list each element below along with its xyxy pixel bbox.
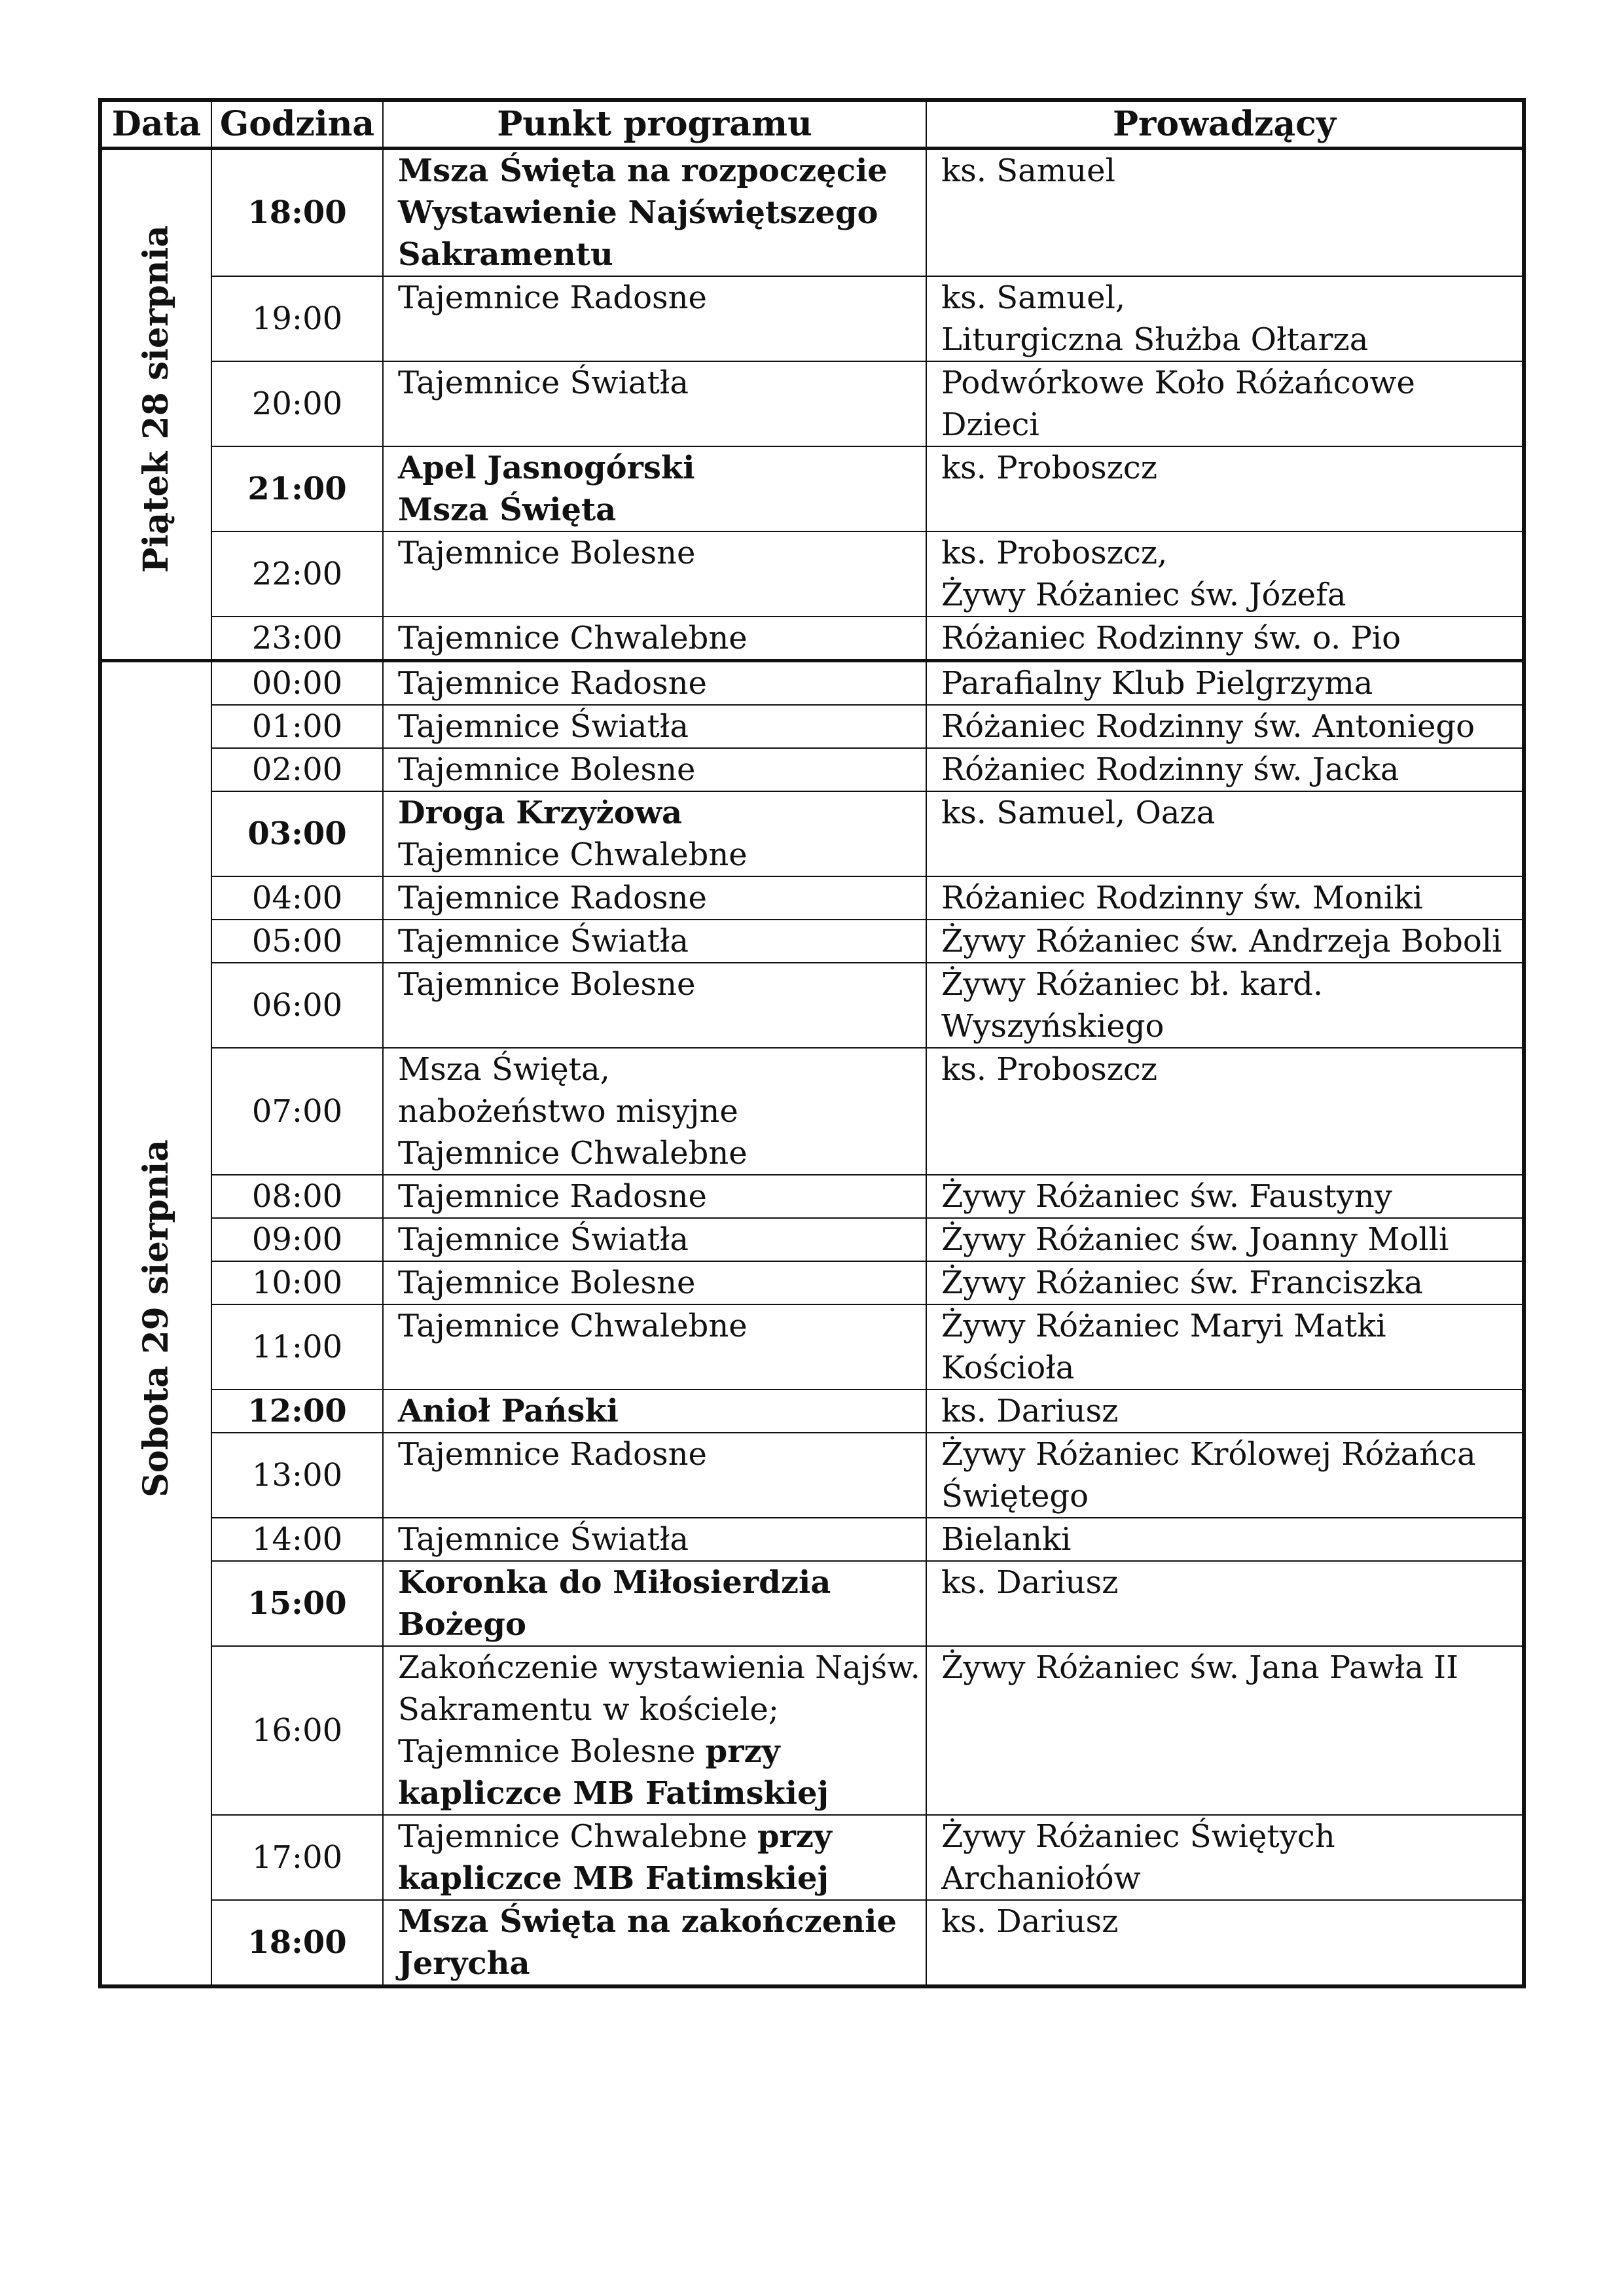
table-row xyxy=(100,1561,1524,1646)
leader-line: Wyszyńskiego xyxy=(941,1008,1164,1045)
table-row xyxy=(100,705,1524,748)
leader-line: Bielanki xyxy=(941,1521,1072,1558)
program-text: Tajemnice Chwalebne xyxy=(398,836,748,873)
table-row xyxy=(100,963,1524,1048)
time-cell: 14:00 xyxy=(211,1518,383,1561)
day-label-cell xyxy=(100,149,211,661)
time-cell: 18:00 xyxy=(211,149,383,277)
leader-line: ks. Dariusz xyxy=(941,1564,1119,1601)
leader-cell xyxy=(926,617,1524,661)
program-text: Tajemnice Radosne xyxy=(398,665,707,702)
time-cell: 06:00 xyxy=(211,963,383,1048)
program-line xyxy=(398,749,920,791)
program-text: przy xyxy=(705,1733,780,1770)
program-line xyxy=(398,1604,920,1645)
leader-cell xyxy=(926,1561,1524,1646)
program-text: Sakramentu w kościele; xyxy=(398,1691,779,1728)
table-row xyxy=(100,791,1524,876)
program-cell xyxy=(383,1518,926,1561)
table-row xyxy=(100,1390,1524,1433)
program-cell xyxy=(383,617,926,661)
time-cell: 12:00 xyxy=(211,1390,383,1433)
program-line xyxy=(398,192,920,234)
program-cell xyxy=(383,1048,926,1175)
program-text: Zakończenie wystawienia Najśw. xyxy=(398,1649,920,1686)
program-line xyxy=(398,447,920,489)
program-line xyxy=(398,963,920,1005)
program-cell xyxy=(383,276,926,361)
time-cell: 22:00 xyxy=(211,531,383,617)
leader-line: Świętego xyxy=(941,1478,1089,1515)
program-text: Jerycha xyxy=(398,1945,530,1982)
table-row xyxy=(100,1646,1524,1815)
program-text: kapliczce MB Fatimskiej xyxy=(398,1860,829,1897)
program-text: Tajemnice Bolesne xyxy=(398,1265,696,1301)
leader-cell xyxy=(926,1518,1524,1561)
program-cell xyxy=(383,748,926,791)
table-row xyxy=(100,361,1524,446)
program-line xyxy=(398,1049,920,1090)
program-text: Droga Krzyżowa xyxy=(398,795,683,831)
leader-line: Żywy Różaniec św. Józefa xyxy=(941,577,1346,613)
time-cell: 07:00 xyxy=(211,1048,383,1175)
leader-cell xyxy=(926,1433,1524,1518)
program-cell xyxy=(383,1433,926,1518)
program-text: nabożeństwo misyjne xyxy=(398,1093,738,1130)
program-text: Msza Święta na rozpoczęcie xyxy=(398,152,888,189)
time-cell: 15:00 xyxy=(211,1561,383,1646)
leader-cell xyxy=(926,748,1524,791)
program-cell xyxy=(383,920,926,963)
leader-cell xyxy=(926,1815,1524,1900)
table-row xyxy=(100,1261,1524,1304)
program-line xyxy=(398,1219,920,1261)
time-cell: 19:00 xyxy=(211,276,383,361)
program-text: Anioł Pański xyxy=(398,1393,619,1429)
leader-cell xyxy=(926,791,1524,876)
leader-line: Liturgiczna Służba Ołtarza xyxy=(941,321,1369,358)
table-row xyxy=(100,531,1524,617)
leader-cell xyxy=(926,705,1524,748)
program-text: Tajemnice Chwalebne xyxy=(398,620,748,656)
program-line xyxy=(398,1689,920,1731)
program-text: Tajemnice Światła xyxy=(398,1521,689,1558)
leader-cell xyxy=(926,361,1524,446)
program-line xyxy=(398,1816,920,1857)
program-cell xyxy=(383,1175,926,1218)
table-header xyxy=(100,100,1524,149)
leader-line: Różaniec Rodzinny św. Antoniego xyxy=(941,708,1475,745)
table-row xyxy=(100,617,1524,661)
program-cell xyxy=(383,791,926,876)
leader-cell xyxy=(926,1646,1524,1815)
program-line xyxy=(398,234,920,276)
time-cell: 21:00 xyxy=(211,446,383,531)
program-text: Tajemnice Chwalebne xyxy=(398,1135,748,1172)
leader-line: Żywy Różaniec św. Franciszka xyxy=(941,1265,1423,1301)
time-cell: 09:00 xyxy=(211,1218,383,1261)
program-text: Tajemnice Bolesne xyxy=(398,535,696,571)
time-cell: 13:00 xyxy=(211,1433,383,1518)
leader-cell xyxy=(926,661,1524,706)
program-line xyxy=(398,277,920,319)
day-group xyxy=(100,149,1524,661)
leader-line: Różaniec Rodzinny św. Jacka xyxy=(941,751,1399,788)
program-text: Bożego xyxy=(398,1606,526,1643)
program-line xyxy=(398,706,920,747)
program-line xyxy=(398,1731,920,1772)
leader-line: Parafialny Klub Pielgrzyma xyxy=(941,665,1373,702)
program-cell xyxy=(383,1390,926,1433)
program-text: Tajemnice Radosne xyxy=(398,880,707,916)
leader-line: ks. Proboszcz, xyxy=(941,535,1168,571)
leader-line: Żywy Różaniec św. Faustyny xyxy=(941,1178,1392,1215)
program-cell xyxy=(383,1561,926,1646)
program-line xyxy=(398,1647,920,1689)
leader-cell xyxy=(926,1304,1524,1390)
program-text: Tajemnice Radosne xyxy=(398,1436,707,1473)
program-line xyxy=(398,877,920,919)
time-cell: 01:00 xyxy=(211,705,383,748)
day-label: Piątek 28 sierpnia xyxy=(136,225,176,573)
leader-line: ks. Samuel, Oaza xyxy=(941,795,1216,831)
program-line xyxy=(398,1857,920,1899)
leader-cell xyxy=(926,446,1524,531)
leader-line: ks. Proboszcz xyxy=(941,450,1158,486)
leader-line: Różaniec Rodzinny św. Moniki xyxy=(941,880,1423,916)
program-text: Msza Święta xyxy=(398,492,617,528)
program-cell xyxy=(383,446,926,531)
program-line xyxy=(398,362,920,404)
program-text: Tajemnice Radosne xyxy=(398,279,707,316)
table-row xyxy=(100,1900,1524,1986)
program-line xyxy=(398,1433,920,1475)
program-line xyxy=(398,792,920,834)
program-cell xyxy=(383,963,926,1048)
program-text: Tajemnice Światła xyxy=(398,1221,689,1258)
leader-line: Żywy Różaniec św. Jana Pawła II xyxy=(941,1649,1459,1686)
leader-line: Żywy Różaniec bł. kard. xyxy=(941,966,1324,1003)
program-line xyxy=(398,617,920,659)
program-line xyxy=(398,1943,920,1984)
table-row xyxy=(100,661,1524,706)
program-text: Msza Święta na zakończenie xyxy=(398,1903,897,1940)
table-row xyxy=(100,876,1524,920)
program-line xyxy=(398,1305,920,1347)
time-cell: 05:00 xyxy=(211,920,383,963)
time-cell: 02:00 xyxy=(211,748,383,791)
time-cell: 03:00 xyxy=(211,791,383,876)
program-text: Tajemnice Chwalebne xyxy=(398,1818,757,1855)
leader-cell xyxy=(926,1390,1524,1433)
program-cell xyxy=(383,1900,926,1986)
program-text: Tajemnice Chwalebne xyxy=(398,1308,748,1344)
table-row xyxy=(100,1048,1524,1175)
table-row xyxy=(100,1218,1524,1261)
time-cell: 18:00 xyxy=(211,1900,383,1986)
program-line xyxy=(398,1772,920,1814)
leader-cell xyxy=(926,149,1524,277)
header-time: Godzina xyxy=(211,100,383,149)
program-line xyxy=(398,150,920,192)
program-text: Koronka do Miłosierdzia xyxy=(398,1564,831,1601)
day-label-cell xyxy=(100,661,211,1987)
leader-cell xyxy=(926,963,1524,1048)
leader-cell xyxy=(926,531,1524,617)
program-line xyxy=(398,662,920,704)
time-cell: 04:00 xyxy=(211,876,383,920)
program-text: Sakramentu xyxy=(398,236,613,273)
leader-line: Żywy Różaniec Świętych xyxy=(941,1818,1335,1855)
program-text: Wystawienie Najświętszego xyxy=(398,194,878,231)
leader-cell xyxy=(926,876,1524,920)
time-cell: 10:00 xyxy=(211,1261,383,1304)
leader-line: ks. Dariusz xyxy=(941,1393,1119,1429)
leader-line: ks. Proboszcz xyxy=(941,1051,1158,1088)
leader-cell xyxy=(926,920,1524,963)
table-row xyxy=(100,276,1524,361)
program-cell xyxy=(383,1815,926,1900)
leader-cell xyxy=(926,1900,1524,1986)
day-label: Sobota 29 sierpnia xyxy=(136,1139,176,1498)
table-row xyxy=(100,149,1524,277)
program-line xyxy=(398,834,920,876)
program-line xyxy=(398,1518,920,1560)
program-text: kapliczce MB Fatimskiej xyxy=(398,1775,829,1812)
program-cell xyxy=(383,661,926,706)
time-cell: 20:00 xyxy=(211,361,383,446)
header-date: Data xyxy=(100,100,211,149)
program-line xyxy=(398,1390,920,1432)
program-text: Tajemnice Światła xyxy=(398,708,689,745)
program-cell xyxy=(383,1261,926,1304)
table-row xyxy=(100,920,1524,963)
program-text: Apel Jasnogórski xyxy=(398,450,695,486)
program-cell xyxy=(383,1218,926,1261)
program-line xyxy=(398,1132,920,1174)
leader-line: ks. Dariusz xyxy=(941,1903,1119,1940)
program-text: Tajemnice Światła xyxy=(398,365,689,401)
program-line xyxy=(398,1175,920,1217)
leader-cell xyxy=(926,276,1524,361)
program-text: Tajemnice Bolesne xyxy=(398,1733,706,1770)
time-cell: 16:00 xyxy=(211,1646,383,1815)
program-line xyxy=(398,920,920,962)
table-row xyxy=(100,1518,1524,1561)
program-text: Tajemnice Bolesne xyxy=(398,966,696,1003)
program-cell xyxy=(383,149,926,277)
leader-line: Podwórkowe Koło Różańcowe Dzieci xyxy=(941,365,1415,443)
header-leader: Prowadzący xyxy=(926,100,1524,149)
table-row xyxy=(100,1304,1524,1390)
leader-line: Żywy Różaniec św. Andrzeja Boboli xyxy=(941,923,1502,960)
program-text: Tajemnice Światła xyxy=(398,923,689,960)
program-cell xyxy=(383,1304,926,1390)
time-cell: 11:00 xyxy=(211,1304,383,1390)
program-text: przy xyxy=(757,1818,832,1855)
table-row xyxy=(100,748,1524,791)
leader-cell xyxy=(926,1261,1524,1304)
program-cell xyxy=(383,876,926,920)
table-row xyxy=(100,1815,1524,1900)
leader-cell xyxy=(926,1048,1524,1175)
leader-line: Żywy Różaniec św. Joanny Molli xyxy=(941,1221,1449,1258)
program-cell xyxy=(383,531,926,617)
program-line xyxy=(398,1901,920,1943)
program-text: Tajemnice Bolesne xyxy=(398,751,696,788)
program-line xyxy=(398,489,920,531)
schedule-table xyxy=(98,98,1526,1988)
day-group xyxy=(100,661,1524,1987)
table-row xyxy=(100,1175,1524,1218)
program-line xyxy=(398,1262,920,1304)
table-row xyxy=(100,446,1524,531)
program-line xyxy=(398,1090,920,1132)
leader-line: Różaniec Rodzinny św. o. Pio xyxy=(941,620,1401,656)
program-cell xyxy=(383,1646,926,1815)
time-cell: 23:00 xyxy=(211,617,383,661)
header-row xyxy=(100,100,1524,149)
leader-cell xyxy=(926,1218,1524,1261)
leader-line: ks. Samuel, xyxy=(941,279,1126,316)
program-line xyxy=(398,532,920,574)
program-text: Msza Święta, xyxy=(398,1051,610,1088)
time-cell: 17:00 xyxy=(211,1815,383,1900)
program-cell xyxy=(383,705,926,748)
time-cell: 08:00 xyxy=(211,1175,383,1218)
leader-cell xyxy=(926,1175,1524,1218)
program-cell xyxy=(383,361,926,446)
leader-line: Żywy Różaniec Królowej Różańca xyxy=(941,1436,1476,1473)
leader-line: ks. Samuel xyxy=(941,152,1115,189)
program-text: Tajemnice Radosne xyxy=(398,1178,707,1215)
time-cell: 00:00 xyxy=(211,661,383,706)
header-program: Punkt programu xyxy=(383,100,926,149)
leader-line: Archaniołów xyxy=(941,1860,1141,1897)
leader-line: Żywy Różaniec Maryi Matki Kościoła xyxy=(941,1308,1386,1386)
program-line xyxy=(398,1562,920,1604)
table-row xyxy=(100,1433,1524,1518)
